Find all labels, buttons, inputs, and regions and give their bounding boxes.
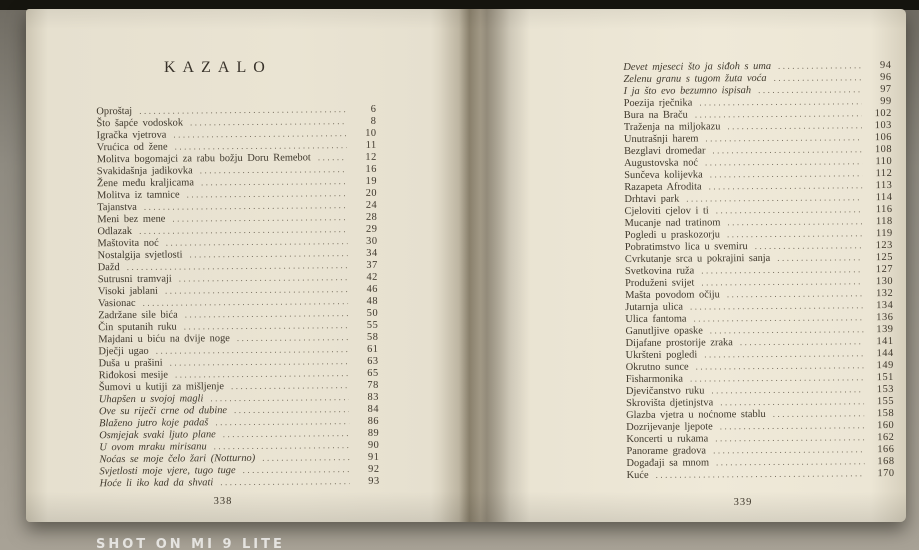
toc-entry-page-number: 119 — [875, 227, 893, 240]
toc-entry-page-number: 149 — [876, 359, 894, 372]
toc-entry-title: Što šapće vodoskok — [96, 117, 184, 130]
toc-entry-title: Panorame gradova — [626, 445, 707, 458]
toc-entry-title: Zadržane sile bića — [98, 309, 178, 322]
toc-entry-title: Bura na Braču — [623, 109, 688, 122]
toc-entry-title: Žene među kraljicama — [96, 177, 194, 190]
toc-entry-page-number: 58 — [366, 331, 379, 343]
toc-entry-page-number: 84 — [367, 403, 380, 415]
toc-entry-page-number: 90 — [367, 439, 380, 451]
toc-entry-page-number: 42 — [366, 271, 378, 283]
toc-row — [100, 475, 380, 489]
toc-entry-title: Molitva bogomajci za rabu božju Doru Remebot — [96, 152, 311, 166]
toc-entry-page-number: 141 — [876, 335, 894, 348]
toc-entry-page-number: 112 — [875, 167, 893, 180]
toc-entry-title: Šumovi u kutiji za mišljenje — [98, 381, 225, 394]
toc-entry-title: Augustovska noć — [624, 157, 699, 170]
toc-entry-page-number: 123 — [875, 239, 893, 252]
toc-entry-page-number: 29 — [365, 223, 378, 235]
toc-entry-title: Odlazak — [97, 225, 133, 238]
toc-entry-title: Ukršteni pogledi — [625, 349, 698, 362]
toc-entry-title: Jutarnja ulica — [625, 301, 684, 314]
toc-entry-page-number: 166 — [877, 443, 895, 456]
toc-entry-title: Nostalgija svjetlosti — [97, 249, 183, 262]
toc-entry-page-number: 139 — [876, 323, 894, 336]
toc-entry-page-number: 46 — [366, 283, 378, 295]
toc-entry-page-number: 8 — [370, 115, 377, 127]
toc-entry-page-number: 16 — [365, 163, 377, 175]
toc-entry-title: U ovom mraku mirisanu — [99, 441, 207, 454]
toc-entry-title: Sutrusni tramvaji — [97, 273, 172, 286]
toc-leader-dots — [720, 395, 864, 408]
toc-entry-title: Čin sputanih ruku — [98, 321, 177, 334]
toc-entry-title: Dažd — [97, 262, 120, 274]
toc-entry-page-number: 28 — [365, 211, 378, 223]
toc-entry-title: Dijafane prostorije zraka — [625, 337, 733, 350]
toc-entry-title: Blaženo jutro koje padaš — [99, 417, 209, 430]
toc-entry-page-number: 170 — [877, 467, 895, 480]
toc-left-page-list — [96, 103, 379, 489]
toc-entry-page-number: 158 — [876, 407, 895, 420]
toc-entry-page-number: 102 — [874, 107, 892, 120]
toc-entry-page-number: 10 — [365, 127, 377, 139]
toc-entry-title: Sunčeva kolijevka — [624, 169, 703, 182]
toc-leader-dots — [727, 227, 863, 240]
toc-entry-page-number: 97 — [880, 83, 892, 96]
toc-leader-dots — [231, 379, 349, 392]
toc-leader-dots — [234, 403, 349, 416]
toc-entry-page-number: 127 — [875, 263, 894, 276]
toc-entry-page-number: 130 — [875, 275, 894, 288]
toc-entry-page-number: 144 — [876, 347, 894, 360]
toc-entry-title: Produženi svijet — [625, 277, 695, 290]
toc-leader-dots — [727, 119, 862, 132]
toc-entry-page-number: 116 — [875, 203, 893, 216]
toc-entry-page-number: 106 — [874, 131, 893, 144]
toc-entry-page-number: 113 — [875, 179, 893, 192]
toc-entry-page-number: 134 — [876, 299, 894, 312]
toc-leader-dots — [740, 335, 864, 348]
toc-entry-title: Kuće — [626, 469, 649, 482]
toc-right-page-list — [623, 59, 894, 481]
toc-entry-page-number: 99 — [880, 95, 892, 108]
toc-entry-page-number: 37 — [366, 259, 378, 271]
right-page-folio: 339 — [733, 497, 753, 508]
toc-entry-title: Glazba vjetra u noćnome stablu — [626, 408, 766, 422]
toc-leader-dots — [242, 463, 349, 476]
toc-entry-title: Djevičanstvo ruku — [625, 385, 705, 398]
toc-entry-page-number: 30 — [366, 235, 378, 247]
toc-entry-page-number: 19 — [365, 175, 378, 187]
toc-leader-dots — [237, 331, 349, 344]
camera-watermark: SHOT ON MI 9 LITE — [96, 537, 285, 550]
toc-leader-dots — [777, 251, 863, 264]
toc-entry-title: Devet mjeseci što ja siđoh s uma — [623, 60, 772, 74]
toc-entry-title: Traženja na miljokazu — [623, 121, 721, 134]
toc-leader-dots — [655, 467, 864, 481]
toc-entry-title: Uhapšen u svojoj magli — [98, 393, 204, 406]
toc-entry-page-number: 86 — [367, 415, 380, 427]
toc-entry-title: Zelenu granu s tugom žuta voća — [623, 72, 767, 86]
toc-entry-page-number: 11 — [365, 139, 377, 151]
open-book — [26, 9, 906, 522]
toc-entry-title: Ulica fantoma — [625, 313, 687, 326]
toc-entry-page-number: 55 — [366, 319, 379, 331]
toc-entry-title: Pogledi u praskozorju — [624, 229, 720, 242]
toc-entry-title: Mucanje nad tratinom — [624, 217, 721, 230]
toc-entry-title: Koncerti u rukama — [626, 433, 709, 446]
toc-entry-title: Osmjejak svaki ljuto plane — [99, 429, 216, 442]
toc-entry-title: Dječji ugao — [98, 345, 149, 358]
toc-entry-title: Ganutljive opaske — [625, 325, 703, 338]
toc-entry-title: Svjetlosti moje vjere, tugo tuge — [99, 465, 236, 478]
toc-entry-title: Pobratimstvo lica u svemiru — [624, 241, 748, 254]
toc-entry-title: Fisharmonika — [625, 373, 684, 386]
toc-entry-page-number: 162 — [877, 431, 895, 444]
toc-entry-title: Ove su riječi crne od dubine — [98, 405, 228, 418]
toc-entry-page-number: 63 — [367, 355, 379, 367]
toc-entry-title: Svakidašnja jadikovka — [96, 165, 193, 178]
toc-entry-page-number: 155 — [876, 395, 895, 408]
toc-entry-title: Majdani u biću na dvije noge — [98, 333, 230, 346]
toc-entry-page-number: 91 — [367, 451, 380, 463]
toc-title: KAZALO — [164, 59, 272, 76]
toc-entry-title: Skrovišta djetinjstva — [626, 397, 714, 410]
toc-entry-title: Vrućica od žene — [96, 141, 168, 154]
toc-entry-page-number: 93 — [368, 475, 380, 487]
toc-entry-page-number: 61 — [367, 343, 379, 355]
toc-entry-title: Cvrkutanje srca u pokrajini sanja — [624, 252, 771, 266]
toc-leader-dots — [223, 427, 350, 440]
toc-entry-page-number: 118 — [875, 215, 893, 228]
toc-entry-title: Tajanstva — [97, 201, 137, 214]
toc-entry-title: Vasionac — [98, 297, 136, 310]
toc-entry-page-number: 50 — [366, 307, 379, 319]
toc-entry-title: Igračka vjetrova — [96, 129, 167, 142]
toc-leader-dots — [774, 71, 862, 84]
toc-leader-dots — [727, 287, 863, 300]
toc-entry-title: Molitva iz tamnice — [97, 189, 180, 202]
toc-leader-dots — [318, 151, 347, 163]
toc-entry-page-number: 96 — [880, 71, 892, 84]
toc-entry-title: Cjeloviti cjelov i ti — [624, 205, 709, 218]
toc-entry-page-number: 65 — [367, 367, 379, 379]
toc-leader-dots — [262, 451, 349, 464]
toc-entry-page-number: 89 — [367, 427, 380, 439]
toc-entry-title: Okrutno sunce — [625, 361, 689, 374]
toc-entry-page-number: 12 — [365, 151, 377, 163]
toc-entry-page-number: 94 — [879, 59, 892, 72]
toc-entry-title: Hoće li iko kad da shvati — [99, 477, 214, 490]
toc-entry-title: Dozrijevanje ljepote — [626, 421, 713, 434]
toc-entry-page-number: 132 — [876, 287, 894, 300]
toc-entry-page-number: 160 — [877, 419, 895, 432]
toc-entry-page-number: 78 — [367, 379, 379, 391]
toc-entry-title: Bezglavi dromedar — [624, 145, 706, 158]
toc-leader-dots — [720, 419, 865, 432]
toc-entry-title: Unutrašnji harem — [623, 133, 699, 146]
toc-entry-title: Noćas se moje čelo žari (Notturno) — [99, 452, 256, 466]
toc-entry-title: Mašta povodom očiju — [625, 289, 720, 302]
toc-entry-page-number: 48 — [366, 295, 379, 307]
toc-entry-title: Duša u prašini — [98, 357, 163, 370]
toc-entry-title: Svetkovina ruža — [624, 265, 695, 278]
toc-entry-title: Maštovita noć — [97, 237, 159, 250]
toc-leader-dots — [727, 215, 862, 228]
toc-entry-title: Riđokosi mesije — [98, 369, 168, 382]
toc-leader-dots — [755, 239, 863, 252]
toc-entry-title: Poezija rječnika — [623, 97, 693, 110]
left-page-folio: 338 — [213, 496, 233, 507]
toc-entry-page-number: 136 — [876, 311, 894, 324]
toc-entry-page-number: 151 — [876, 371, 894, 384]
toc-entry-page-number: 20 — [365, 187, 378, 199]
toc-entry-page-number: 125 — [875, 251, 893, 264]
toc-leader-dots — [773, 407, 865, 420]
toc-leader-dots — [778, 59, 861, 72]
toc-entry-page-number: 103 — [874, 119, 892, 132]
toc-entry-title: Razapeta Afrodita — [624, 181, 702, 194]
toc-entry-title: I ja što evo bezumno ispisah — [623, 85, 752, 98]
toc-entry-title: Visoki jablani — [97, 285, 158, 298]
toc-entry-page-number: 6 — [370, 103, 377, 115]
toc-leader-dots — [220, 475, 350, 488]
toc-entry-title: Meni bez mene — [97, 213, 166, 226]
toc-entry-title: Događaji sa mnom — [626, 457, 710, 470]
toc-entry-page-number: 114 — [875, 191, 893, 204]
toc-entry-page-number: 108 — [874, 143, 893, 156]
toc-entry-page-number: 92 — [368, 463, 380, 475]
toc-entry-page-number: 110 — [875, 155, 893, 168]
toc-entry-page-number: 83 — [367, 391, 379, 403]
toc-entry-title: Drhtavi park — [624, 193, 680, 206]
toc-row — [627, 467, 895, 481]
toc-leader-dots — [758, 83, 862, 96]
toc-entry-title: Oproštaj — [96, 105, 133, 118]
toc-entry-page-number: 34 — [366, 247, 378, 259]
toc-entry-page-number: 24 — [365, 199, 378, 211]
toc-entry-page-number: 153 — [876, 383, 894, 396]
toc-entry-page-number: 168 — [877, 455, 895, 468]
